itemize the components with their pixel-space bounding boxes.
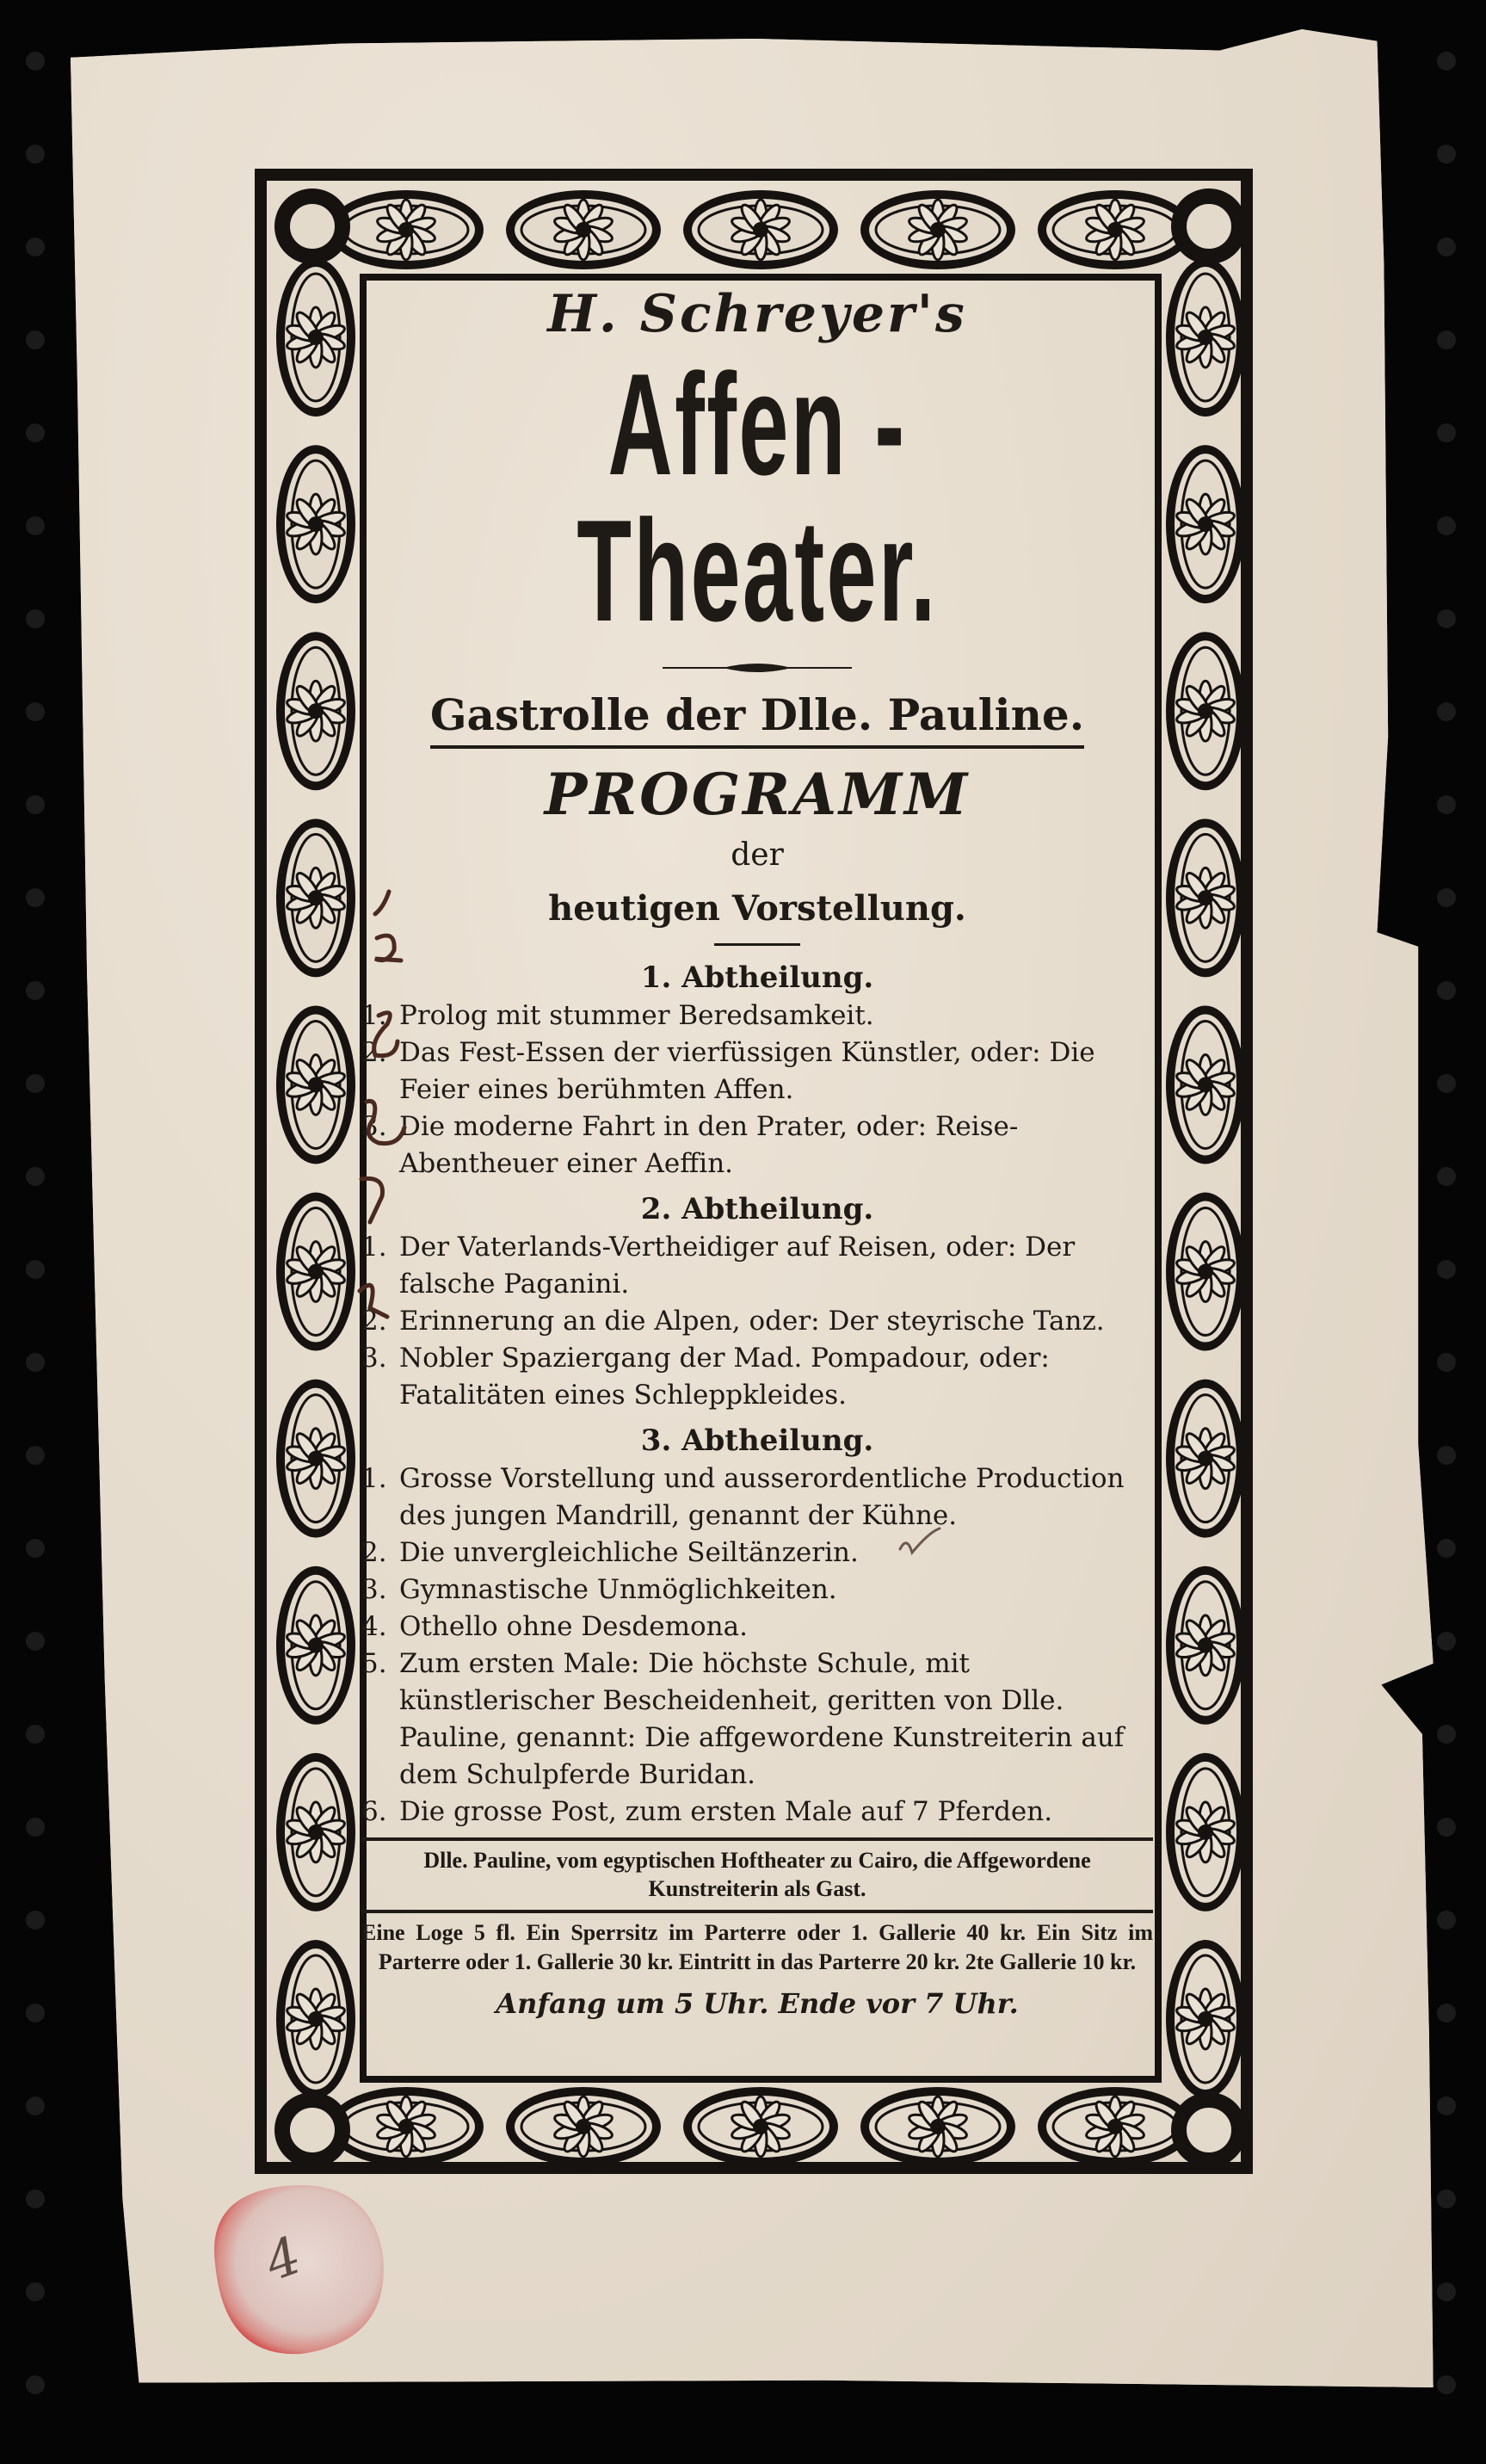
binder-hole bbox=[1437, 423, 1456, 442]
binder-hole bbox=[1437, 795, 1456, 814]
programm-heading: PROGRAMM bbox=[544, 761, 971, 828]
owner-name: H. Schreyer's bbox=[547, 284, 967, 344]
title-divider bbox=[663, 661, 852, 675]
binder-hole bbox=[1437, 1632, 1456, 1651]
section-3 bbox=[361, 1421, 1153, 1831]
binder-hole bbox=[26, 1260, 45, 1279]
binder-hole bbox=[26, 702, 45, 721]
binder-hole bbox=[1437, 330, 1456, 349]
section-heading: 1. Abtheilung. bbox=[640, 960, 874, 995]
binder-hole bbox=[1437, 1353, 1456, 1372]
border-medallion bbox=[276, 1380, 355, 1538]
binder-hole bbox=[1437, 888, 1456, 907]
binder-hole bbox=[1437, 1074, 1456, 1093]
binder-hole bbox=[1437, 238, 1456, 256]
border-medallion bbox=[276, 1940, 355, 2098]
binder-hole bbox=[1437, 1539, 1456, 1558]
list-item: 4. Othello ohne Desdemona. bbox=[361, 1611, 748, 1642]
border-medallion bbox=[276, 258, 355, 417]
binder-hole bbox=[26, 2375, 45, 2394]
list-item: 1. Grosse Vorstellung und ausserordentliche Production des jungen Mandrill, genannt der Kühne. bbox=[361, 1463, 1125, 1531]
guest-notice: Dlle. Pauline, vom egyptischen Hoftheater zu Cairo, die Affgewordene Kunstreiterin als Gast. bbox=[423, 1848, 1091, 1901]
binder-hole bbox=[1437, 1911, 1456, 1930]
binder-hole bbox=[26, 330, 45, 349]
border-medallion bbox=[276, 1753, 355, 1911]
list-item: 2. Erinnerung an die Alpen, oder: Der steyrische Tanz. bbox=[361, 1306, 1105, 1337]
seal-mark: 4 bbox=[257, 2225, 310, 2294]
binder-hole bbox=[26, 2282, 45, 2301]
border-medallion bbox=[276, 1566, 355, 1725]
list-item: 3. Gymnastische Unmöglichkeiten. bbox=[361, 1574, 837, 1605]
border-medallion bbox=[683, 2087, 838, 2166]
binder-hole bbox=[26, 1818, 45, 1837]
binder-hole bbox=[1437, 609, 1456, 628]
der-word: der bbox=[731, 837, 784, 873]
border-medallion bbox=[1038, 2087, 1193, 2166]
binder-hole bbox=[1437, 1260, 1456, 1279]
guest-line: Gastrolle der Dlle. Pauline. bbox=[430, 690, 1084, 749]
binder-hole bbox=[26, 2097, 45, 2115]
binder-hole bbox=[1437, 1818, 1456, 1837]
short-divider bbox=[714, 943, 800, 946]
divider bbox=[361, 1910, 1153, 1913]
border-medallion bbox=[1166, 1193, 1245, 1351]
section-2 bbox=[361, 1189, 1153, 1414]
border-medallion bbox=[1166, 632, 1245, 790]
border-medallion bbox=[1166, 1753, 1245, 1911]
binder-hole bbox=[26, 1632, 45, 1651]
show-times: Anfang um 5 Uhr. Ende vor 7 Uhr. bbox=[496, 1987, 1019, 2020]
list-item: 2. Die unvergleichliche Seiltänzerin. bbox=[361, 1537, 859, 1568]
binder-hole bbox=[26, 888, 45, 907]
list-item: 3. Nobler Spaziergang der Mad. Pompadour, oder: Fatalitäten eines Schleppkleides. bbox=[361, 1343, 1050, 1411]
border-medallion bbox=[1166, 445, 1245, 603]
border-medallion bbox=[506, 190, 661, 269]
binder-hole bbox=[1437, 516, 1456, 535]
binder-hole bbox=[26, 1353, 45, 1372]
binder-hole bbox=[1437, 2004, 1456, 2022]
binder-hole bbox=[1437, 1446, 1456, 1465]
divider bbox=[361, 1837, 1153, 1841]
border-medallion bbox=[329, 190, 484, 269]
list-item: 2. Das Fest-Essen der vierfüssigen Künstler, oder: Die Feier eines berühmten Affen. bbox=[361, 1037, 1095, 1105]
binder-hole bbox=[26, 1911, 45, 1930]
section-heading: 2. Abtheilung. bbox=[640, 1192, 874, 1226]
binder-hole bbox=[26, 1446, 45, 1465]
border-medallion bbox=[683, 190, 838, 269]
binder-hole bbox=[26, 981, 45, 1000]
binder-hole bbox=[26, 145, 45, 164]
border-medallion bbox=[276, 445, 355, 603]
poster-title: Affen - Theater. bbox=[577, 343, 938, 652]
binder-hole bbox=[26, 52, 45, 71]
list-item: 6. Die grosse Post, zum ersten Male auf 7 Pferden. bbox=[361, 1796, 1053, 1827]
section-1 bbox=[361, 958, 1153, 1183]
list-item: 1. Der Vaterlands-Vertheidiger auf Reisen, oder: Der falsche Paganini. bbox=[361, 1232, 1076, 1300]
binder-hole bbox=[1437, 2097, 1456, 2115]
border-medallion bbox=[276, 1005, 355, 1164]
border-medallion bbox=[1166, 1566, 1245, 1725]
poster-content bbox=[361, 284, 1153, 2023]
wax-seal bbox=[181, 2160, 404, 2367]
binder-hole bbox=[26, 2004, 45, 2022]
border-medallion bbox=[860, 2087, 1015, 2166]
binder-hole bbox=[1437, 1725, 1456, 1744]
binder-hole bbox=[1437, 145, 1456, 164]
border-medallion bbox=[276, 818, 355, 977]
binder-hole bbox=[26, 1074, 45, 1093]
binder-hole bbox=[26, 609, 45, 628]
binder-hole bbox=[26, 1167, 45, 1186]
border-medallion bbox=[329, 2087, 484, 2166]
list-item: 5. Zum ersten Male: Die höchste Schule, mit künstlerischer Bescheidenheit, geritten von Dlle. Pauline, genannt: Die affgewordene Kunstreiterin auf dem Schulpferde Buridan. bbox=[361, 1648, 1125, 1790]
vorstellung-heading: heutigen Vorstellung. bbox=[548, 888, 966, 929]
list-item: 3. Die moderne Fahrt in den Prater, oder: Reise-Abentheuer einer Aeffin. bbox=[361, 1111, 1019, 1179]
border-medallion bbox=[1166, 1940, 1245, 2098]
border-medallion bbox=[1038, 190, 1193, 269]
binder-hole bbox=[26, 238, 45, 256]
border-medallion bbox=[1166, 1005, 1245, 1164]
border-medallion bbox=[860, 190, 1015, 269]
binder-hole bbox=[1437, 2375, 1456, 2394]
binder-hole bbox=[26, 423, 45, 442]
border-medallion bbox=[276, 632, 355, 790]
binder-hole bbox=[1437, 981, 1456, 1000]
binder-hole bbox=[1437, 702, 1456, 721]
border-medallion bbox=[1166, 1380, 1245, 1538]
section-heading: 3. Abtheilung. bbox=[640, 1423, 874, 1458]
binder-hole bbox=[1437, 52, 1456, 71]
border-medallion bbox=[276, 1193, 355, 1351]
binder-hole bbox=[26, 795, 45, 814]
binder-hole bbox=[26, 1725, 45, 1744]
binder-hole bbox=[26, 1539, 45, 1558]
binder-hole bbox=[1437, 2189, 1456, 2208]
list-item: 1. Prolog mit stummer Beredsamkeit. bbox=[361, 1000, 874, 1031]
binder-hole bbox=[1437, 1167, 1456, 1186]
price-list: Eine Loge 5 fl. Ein Sperrsitz im Parterre oder 1. Gallerie 40 kr. Ein Sitz im Parterre oder 1. Gallerie 30 kr. Eintritt in das Parterre 20 kr. 2te Gallerie 10 kr. bbox=[361, 1920, 1153, 1974]
binder-hole bbox=[26, 2189, 45, 2208]
border-medallion bbox=[506, 2087, 661, 2166]
binder-hole bbox=[1437, 2282, 1456, 2301]
binder-hole bbox=[26, 516, 45, 535]
border-medallion bbox=[1166, 258, 1245, 417]
border-medallion bbox=[1166, 818, 1245, 977]
